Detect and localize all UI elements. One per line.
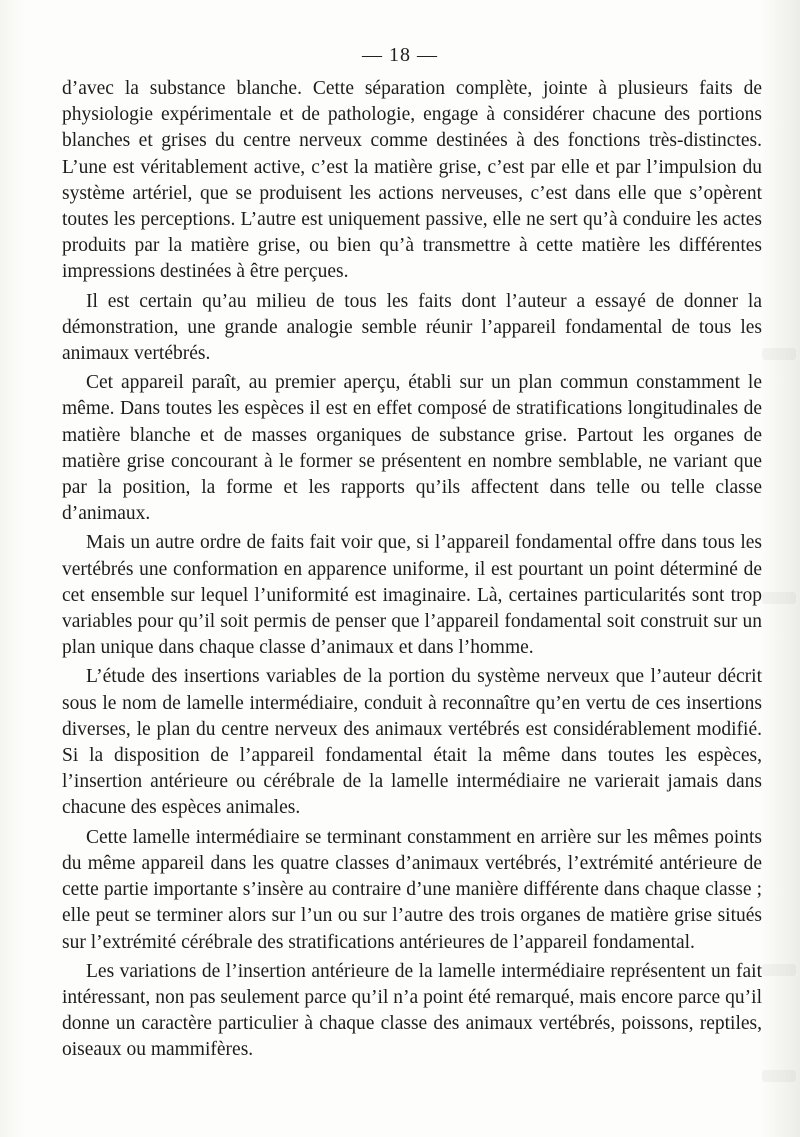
bleed-through-mark	[762, 348, 796, 360]
body-text	[62, 76, 762, 1067]
page-number: — 18 —	[362, 44, 438, 66]
paragraph-6: Cette lamelle intermédiaire se terminant constamment en arrière sur les mêmes points du même appareil dans les quatre classes d’animaux vertébrés, l’extrémité antérieure de cette partie importante s’insère au contraire d’une manière différente dans chaque classe ; elle peut se terminer alors sur l’un ou sur l’autre des trois organes de matière grise situés sur l’extrémité cérébrale des stratifications antérieures de l’appareil fondamental.	[62, 826, 762, 953]
paragraph-1: d’avec la substance blanche. Cette séparation complète, jointe à plusieurs faits de physiologie expérimentale et de pathologie, engage à considérer chacune des portions blanches et grises du centre nerveux comme destinées à des fonctions très-distinctes. L’une est véritablement active, c’est la matière grise, c’est par elle et par l’impulsion du système artériel, que se produisent les actions nerveuses, c’est dans elle que s’opèrent toutes les perceptions. L’autre est uniquement passive, elle ne sert qu’à conduire les actes produits par la matière grise, ou bien qu’à transmettre à cette matière les différentes impressions destinées à être perçues.	[62, 78, 762, 283]
bleed-through-mark	[762, 592, 796, 604]
paragraph-5: L’étude des insertions variables de la portion du système nerveux que l’auteur décrit sous le nom de lamelle intermédiaire, conduit à reconnaître qu’en vertu de ces insertions diverses, le plan du centre nerveux des animaux vertébrés est considérablement modifié. Si la disposition de l’appareil fondamental était la même dans toutes les espèces, l’insertion antérieure ou cérébrale de la lamelle intermédiaire ne varierait jamais dans chacune des espèces animales.	[62, 666, 762, 819]
bleed-through-mark	[762, 1070, 796, 1082]
paragraph-7: Les variations de l’insertion antérieure de la lamelle intermédiaire représentent un fait intéressant, non pas seulement parce qu’il n’a point été remarqué, mais encore parce qu’il donne un caractère particulier à chaque classe des animaux vertébrés, poissons, reptiles, oiseaux ou mammifères.	[62, 960, 762, 1061]
paragraph-2: Il est certain qu’au milieu de tous les faits dont l’auteur a essayé de donner la démonstration, une grande analogie semble réunir l’appareil fondamental de tous les animaux vertébrés.	[62, 290, 762, 365]
bleed-through-mark	[762, 964, 796, 976]
paragraph-3: Cet appareil paraît, au premier aperçu, établi sur un plan commun constamment le même. Dans toutes les espèces il est en effet composé de stratifications longitudinales de matière blanche et de masses organiques de substance grise. Partout les organes de matière grise concourant à le former se présentent en nombre semblable, ne variant que par la position, la forme et les rapports qu’ils affectent dans telle ou telle classe d’animaux.	[62, 372, 762, 525]
paragraph-4: Mais un autre ordre de faits fait voir que, si l’appareil fondamental offre dans tous les vertébrés une conformation en apparence uniforme, il est pourtant un point déterminé de cet ensemble sur lequel l’uniformité est imaginaire. Là, certaines particularités sont trop variables pour qu’il soit permis de penser que l’appareil fondamental soit construit sur un plan unique dans chaque classe d’animaux et dans l’homme.	[62, 532, 762, 659]
